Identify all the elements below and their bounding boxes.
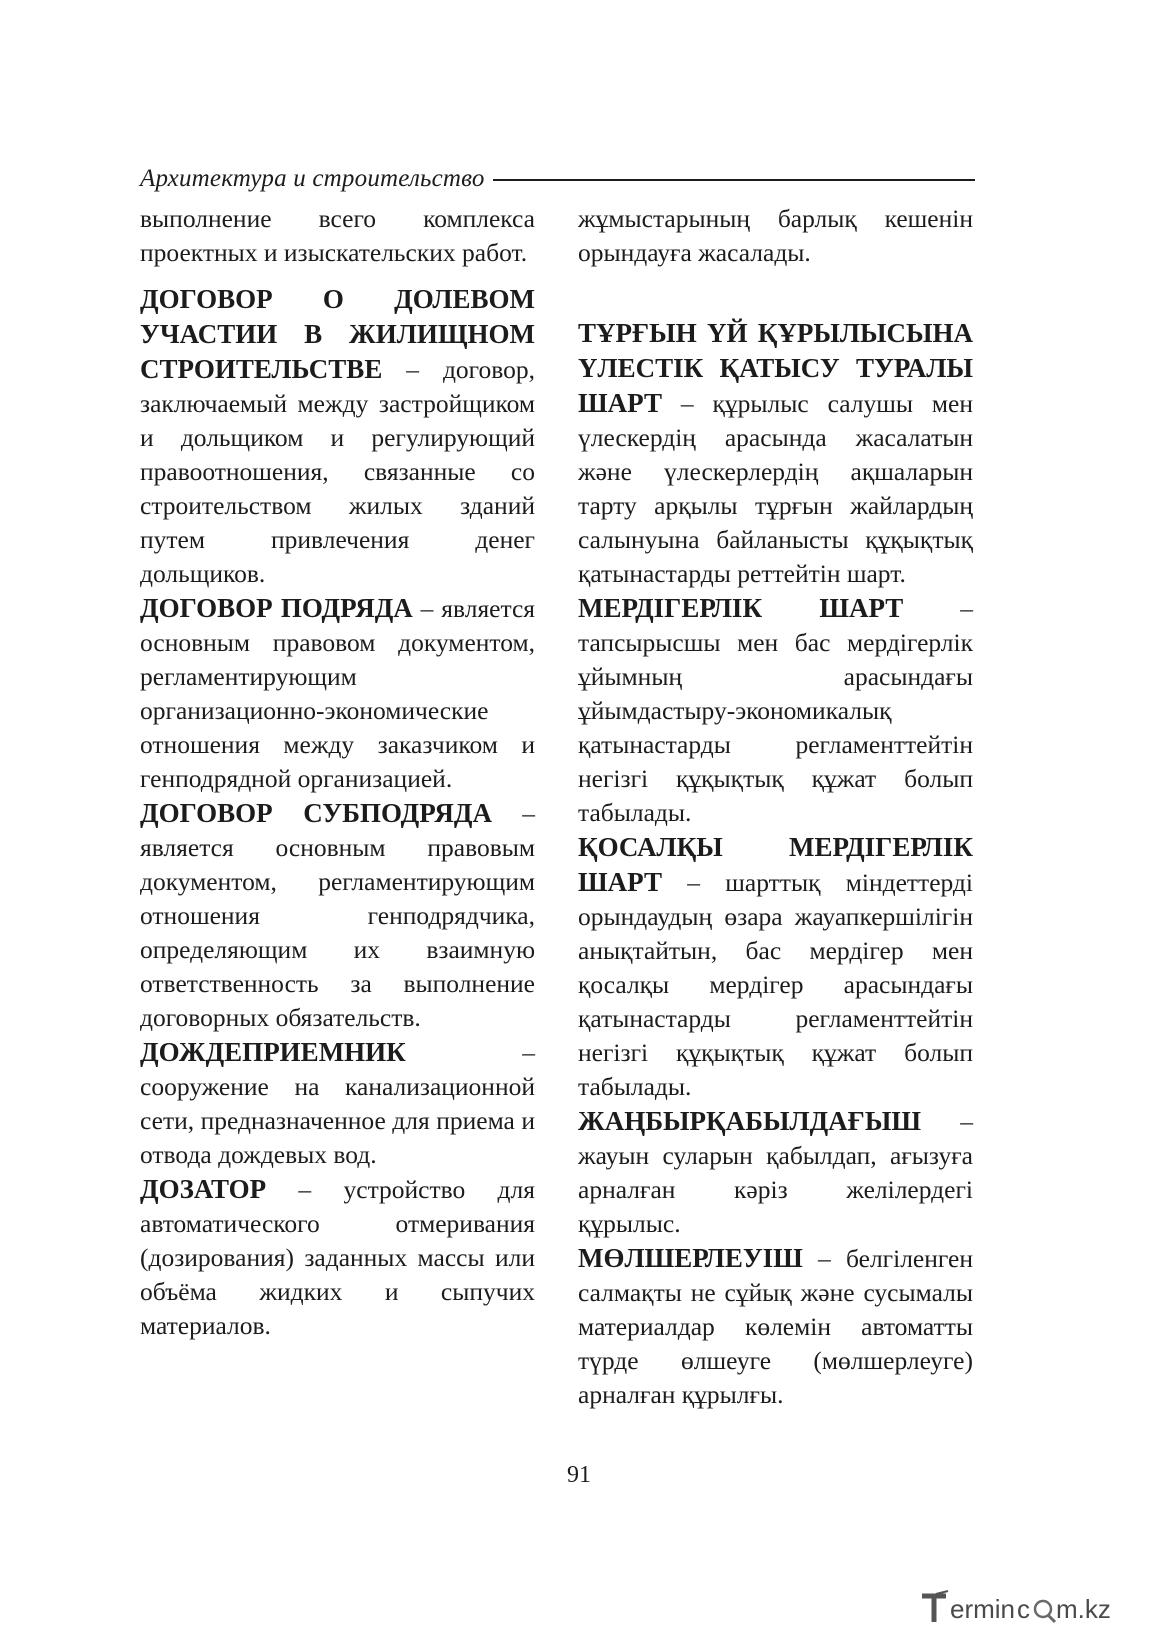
entry-term: МЕРДІГЕРЛІК ШАРТ: [578, 593, 904, 623]
entry-definition: – құрылыс салушы мен үлескердің арасында жасалатын және үлескерлердің ақшаларын тарту арқылы тұрғын жайлардың салынуына байланысты құқықтық қатынастарды реттейтін шарт.: [578, 389, 973, 588]
glossary-entry: [578, 1104, 973, 1241]
entry-term: ТҰРҒЫН ҮЙ ҚҰРЫЛЫСЫНА ҮЛЕСТІК ҚАТЫСУ ТУРАЛЫ ШАРТ: [578, 318, 973, 418]
glossary-entry: [578, 316, 973, 591]
page-number: 91: [567, 1462, 591, 1488]
entry-definition: – тапсырысшы мен бас мердігерлік ұйымның арасындағы ұйымдастыру-экономикалық қатынастарды регламенттейтін негізгі құқықтық құжат болып табылады.: [578, 594, 973, 827]
glossary-entry: [140, 282, 535, 591]
glossary-entry: [578, 591, 973, 830]
termincom-logo-icon: [918, 1588, 1128, 1628]
glossary-entry: [140, 1172, 535, 1343]
entry-term: ДОГОВОР О ДОЛЕВОМ УЧАСТИИ В ЖИЛИЩНОМ СТРОИТЕЛЬСТВЕ: [140, 284, 535, 384]
glossary-entry: [140, 591, 535, 796]
entry-term: ҚОСАЛҚЫ МЕРДІГЕРЛІК ШАРТ: [578, 832, 973, 897]
entry-term: МӨЛШЕРЛЕУІШ: [578, 1243, 803, 1273]
glossary-entry: [140, 1035, 535, 1172]
continuation-text: выполнение всего комплекса проектных и изыскательских работ.: [140, 204, 535, 267]
spacer: [140, 270, 535, 282]
entry-term: ДОГОВОР ПОДРЯДА: [140, 593, 413, 623]
entry-definition: – договор, заключаемый между застройщиком и дольщиком и регулирующий правоотношения, связанные со строительством жилых зданий путем привлечения денег дольщиков.: [140, 355, 535, 588]
entry-definition: – шарттық міндеттерді орындаудың өзара жауапкершілігін анықтайтын, бас мердігер мен қосалқы мердігер арасындағы қатынастарды регламенттейтін негізгі құқықтық құжат болып табылады.: [578, 868, 973, 1101]
glossary-entry: [140, 796, 535, 1035]
svg-text:c: c: [1017, 1594, 1030, 1624]
entry-definition: – является основным правовым документом, регламентирующим отношения генподрядчика, определяющим их взаимную ответственность за выполнение договорных обязательств.: [140, 799, 535, 1032]
running-head: [140, 162, 975, 196]
entry-definition: – жауын суларын қабылдап, ағызуға арналған кәріз желілердегі құрылыс.: [578, 1107, 973, 1238]
svg-text:ermin: ermin: [950, 1594, 1016, 1624]
entry-definition: – является основным правовом документом, регламентирующим организационно-экономические отношения между заказчиком и генподрядной организацией.: [140, 594, 535, 793]
svg-text:m.kz: m.kz: [1056, 1594, 1111, 1624]
entry-term: ДОЖДЕПРИЕМНИК: [140, 1037, 406, 1067]
site-watermark-logo: [918, 1588, 1128, 1628]
glossary-entry: [578, 830, 973, 1104]
glossary-entry: [578, 1241, 973, 1412]
right-column: [578, 202, 973, 1412]
header-rule: [493, 179, 975, 181]
entry-term: ДОЗАТОР: [140, 1174, 267, 1204]
entry-term: ЖАҢБЫРҚАБЫЛДАҒЫШ: [578, 1106, 922, 1136]
entry-definition: – белгіленген салмақты не сұйық және сусымалы материалдар көлемін автоматты түрде өлшеуге (мөлшерлеуге) арналған құрылғы.: [578, 1244, 973, 1409]
entry-term: ДОГОВОР СУБПОДРЯДА: [140, 798, 492, 828]
left-column: [140, 202, 535, 1343]
entry-definition: – устройство для автоматического отмеривания (дозирования) заданных массы или объёма жидких и сыпучих материалов.: [140, 1175, 535, 1340]
spacer: [578, 270, 973, 316]
magnifier-icon: [1035, 1601, 1055, 1622]
section-title: Архитектура и строительство: [140, 165, 485, 192]
entry-definition: – сооружение на канализационной сети, предназначенное для приема и отвода дождевых вод.: [140, 1038, 535, 1169]
continuation-text: жұмыстарының барлық кешенін орындауға жасалады.: [578, 204, 973, 267]
